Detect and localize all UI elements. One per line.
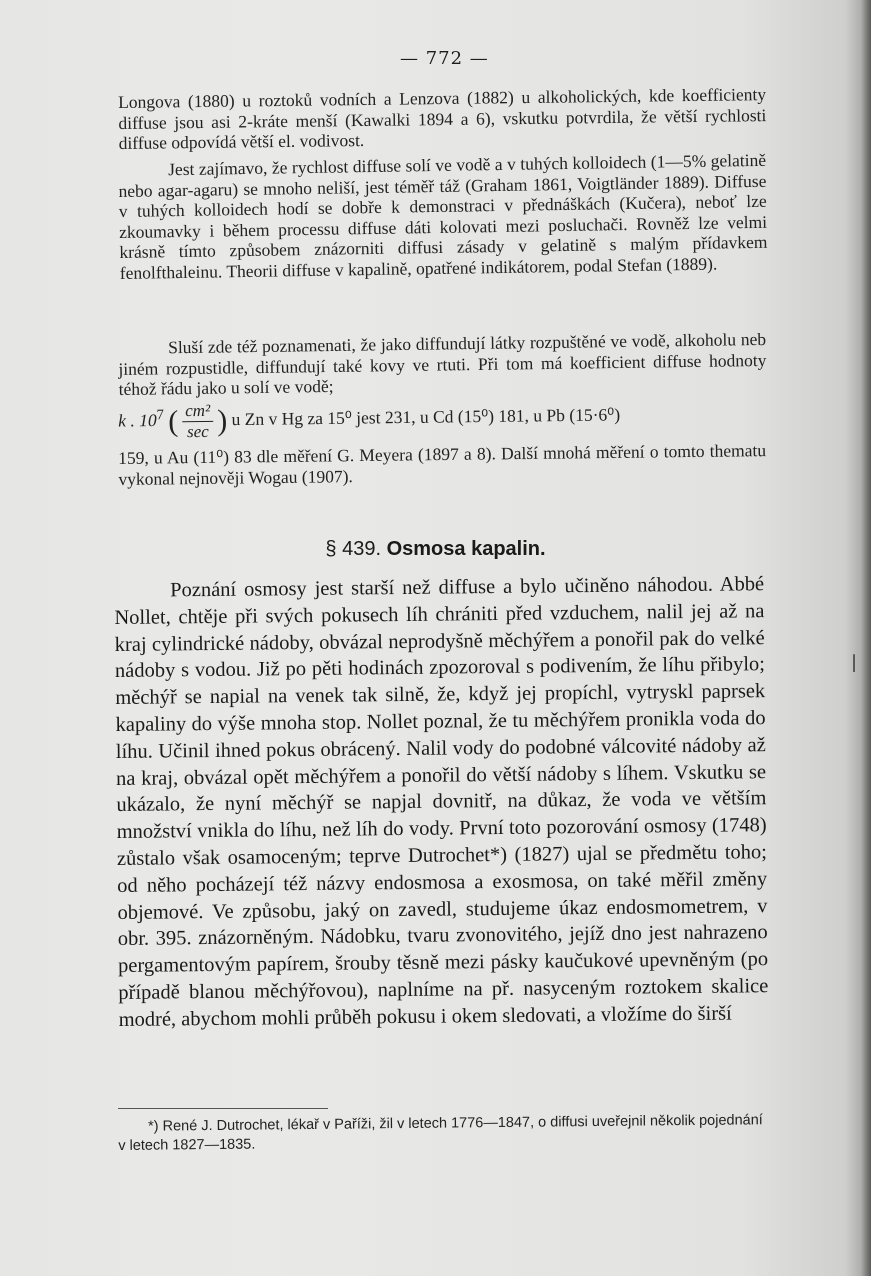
- section-number: § 439.: [325, 538, 382, 560]
- small-continuation-text: 159, u Au (11⁰) 83 dle měření G. Meyera (1897 a 8). Další mnohá měření o tomto thematu vykonal nejnověji Wogau (1907).: [118, 440, 767, 489]
- footnote-text: *) René J. Dutrochet, lékař v Paříži, žil v letech 1776—1847, o diffusi uveřejnil několik pojednání v letech 1827—1835.: [118, 1112, 763, 1154]
- small-paragraph-4: [118, 440, 766, 489]
- main-paragraph: Poznání osmosy jest starší než diffuse a bylo učiněno náhodou. Abbé Nollet, chtěje při svých pokusech líh chrániti před vzduchem, nalil jej až na kraj cylindrické nádoby, obvázal neprodyšně měchýřem a ponořil pak do velké nádoby s vodou. Již po pěti hodinách zpozoroval s podivením, že líhu přibylo; měchýř se napial na venek tak silně, že, když jej propíchl, vytryskl paprsek kapaliny do výše mnoha stop. Nollet poznal, že tu měchýřem pronikla voda do líhu. Učinil ihned pokus obrácený. Nalil vody do podobné válcovité nádoby až na kraj, obvázal opět měchýřem a ponořil do větší nádoby s líhem. Vskutku se ukázalo, že nyní měchýř se napjal dovnitř, na důkaz, že voda ve větším množství vnikla do líhu, než líh do vody. První toto pozorování osmosy (1748) zůstalo však osamoceným; teprve Dutrochet*) (1827) ujal se předmětu toho; od něho pocházejí též názvy endosmosa a exosmosa, on také měřil změny objemové. Ve způsobu, jaký on zavedl, studujeme úkaz endosmometrem, v obr. 395. znázorněným. Nádobku, tvaru zvonovitého, jejíž dno jest nahrazeno pergamentovým papírem, šrouby těsně mezi pásky kaučukové upevněným (po případě blanou měchýřovou), naplníme na př. nasyceným roztokem skalice modré, abychom mohli průběh pokusu i okem sledovati, a vložíme do širší: [114, 573, 769, 1031]
- footnote-rule: [118, 1108, 328, 1109]
- small-paragraph-2: [118, 150, 768, 283]
- small-paragraph-3: [118, 329, 767, 400]
- formula-denominator: sec: [186, 421, 209, 442]
- page-number: — 772 —: [400, 48, 489, 69]
- small-paragraph-3-text: Sluší zde též poznamenati, že jako diffundují látky rozpuštěné ve vodě, alkoholu neb jiném rozpustidle, diffundují také kovy ve rtuti. Při tom má koefficient diffuse hodnoty téhož řádu jako u solí ve vodě;: [118, 328, 767, 399]
- formula-suffix: u Zn v Hg za 15⁰ jest 231, u Cd (15⁰) 181, u Pb (15·6⁰): [231, 404, 621, 430]
- formula-numerator: cm²: [182, 401, 213, 422]
- footnote: [118, 1111, 766, 1156]
- main-text-block: [114, 571, 769, 1033]
- page-edge-shadow: [861, 0, 871, 1276]
- section-title: Osmosa kapalin.: [386, 538, 546, 560]
- formula-fraction: [182, 401, 213, 442]
- formula-prefix: k . 10: [118, 410, 157, 431]
- small-paragraph-1-text: Longova (1880) u roztoků vodních a Lenzova (1882) u alkoholických, kde koefficienty diffuse jsou asi 2-kráte menší (Kawalki 1894 a 6), vskutku potvrdila, že větší rychlosti diffuse odpovídá větší el. vodivost.: [118, 84, 767, 153]
- small-paragraph-1: [118, 84, 767, 153]
- diffusion-formula: [118, 394, 766, 443]
- section-heading: [0, 538, 871, 561]
- margin-mark: |: [851, 652, 858, 673]
- formula-right-paren: ): [217, 404, 228, 438]
- small-paragraph-2-text: Jest zajímavo, že rychlost diffuse solí ve vodě a v tuhých kolloidech (1—5% gelatině nebo agar-agaru) se mnoho neliší, jest téměř táž (Graham 1861, Voigtländer 1889). Diffuse v tuhých kolloidech hodí se dobře k demonstraci v přednáškách (Kučera), neboť lze zkoumavky i během processu diffuse dáti kolovati mezi posluchači. Rovněž lze velmi krásně tímto způsobem znázorniti diffusi zásady v gelatině s malým přídavkem fenolfthaleinu. Theorii diffuse v kapalině, opatřené indikátorem, podal Stefan (1889).: [118, 149, 768, 283]
- formula-exponent: 7: [156, 407, 164, 424]
- formula-left-paren: (: [168, 404, 179, 438]
